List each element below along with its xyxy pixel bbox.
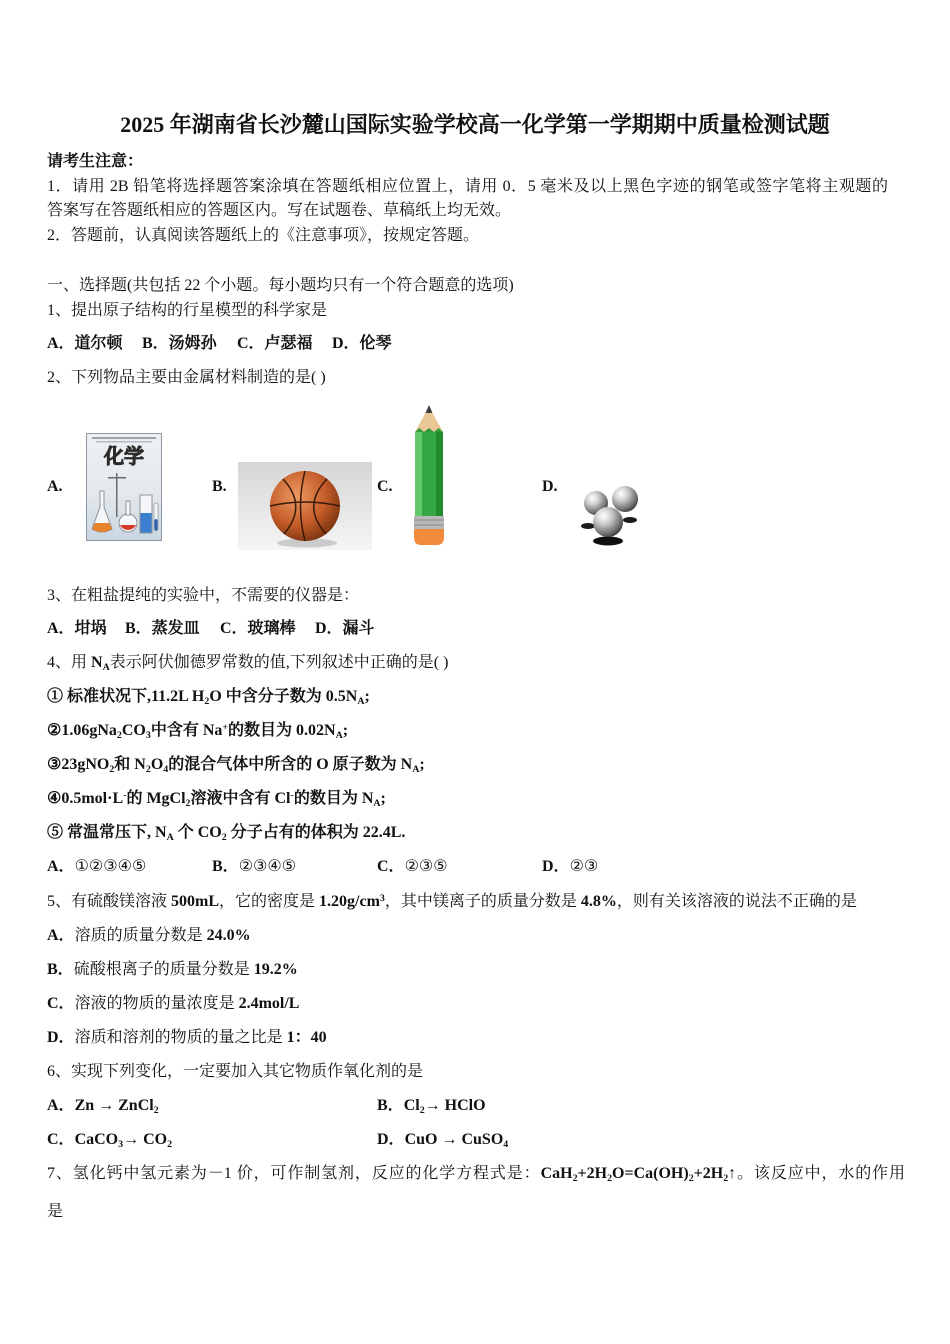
option-text: 溶质和溶剂的物质的量之比是 [74,1029,287,1046]
subscript: 3 [145,729,151,741]
subscript: A [335,729,343,741]
metal-ball [612,486,638,512]
option-value: 1：40 [286,1029,327,1046]
book-header-line [96,441,152,443]
ball-shadow [593,537,623,546]
q1-stem: 1、提出原子结构的行星模型的科学家是 [47,302,328,319]
text-run: O [150,756,164,773]
lab-stand-clamp [108,477,126,479]
q7-stem-line-1 [47,1163,905,1185]
q4-option-b [212,856,296,878]
q4-statement-1 [47,686,370,708]
subscript: 3 [118,1138,124,1150]
q2-stem: 2、下列物品主要由金属材料制造的是( ) [47,369,326,386]
option-text: ②③④⑤ [238,858,297,875]
q4-statement-3 [47,754,425,776]
text-run: ②1.06gNa [47,722,117,739]
book-header-line [92,437,156,439]
notice-heading: 请考生注意： [47,153,144,170]
text-run: ⑤ 常温常压下, N [47,824,167,841]
subscript: 2 [109,763,115,775]
subscript: 2 [572,1172,578,1184]
text-run: 5、有硫酸镁溶液 [47,893,172,910]
book-cover-title: 化学 [104,444,144,468]
metal-ball [593,507,623,537]
subscript: 2 [607,1172,613,1184]
text-run: 表示阿伏伽德罗常数的值,下列叙述中正确的是( ) [109,654,449,671]
superscript: - [290,789,294,801]
q6-option-c [47,1129,172,1151]
q4-option-d [542,856,598,878]
text-run: ; [342,722,349,739]
subscript: 2 [221,831,227,843]
text-run: 中含有 Na [150,722,223,739]
formula-run: O=Ca(OH) [612,1165,689,1182]
text-run: CO [121,722,146,739]
text-run: 1.20g/cm [319,893,380,910]
chemistry-book-icon [86,433,162,541]
option-label: A． [47,927,75,944]
subscript: 2 [688,1172,694,1184]
q2-option-c-label: C. [377,478,393,495]
option-text: ①②③④⑤ [74,858,147,875]
q2-option-d-label: D. [542,478,558,495]
option-text: 硫酸根离子的质量分数是 [73,961,254,978]
text-run: ④0.5mol·L [47,790,124,807]
text-run: 4、用 [47,654,92,671]
pencil-icon [412,404,446,546]
option-label: D． [542,858,570,875]
q3-option-a: A．坩埚 [47,620,107,637]
option-label: D． [47,1029,75,1046]
q5-option-d [47,1027,327,1049]
q3-option-c: C．玻璃棒 [220,620,296,637]
subscript: 2 [153,1104,159,1116]
subscript: 4 [503,1138,509,1150]
page-title: 2025 年湖南省长沙麓山国际实验学校高一化学第一学期期中质量检测试题 [120,112,830,137]
q1-option-b: B．汤姆孙 [142,335,217,352]
section-heading: 一、选择题(共包括 22 个小题。每小题均只有一个符合题意的选项) [47,277,514,294]
formula-run: CuO → CuSO [404,1131,504,1148]
text-run: 个 CO [173,824,222,841]
pencil-eraser [414,529,444,545]
option-label: C． [377,858,405,875]
superscript: + [222,721,229,733]
q1-option-a: A．道尔顿 [47,335,123,352]
pencil-ferrule [414,516,444,529]
option-text: 溶液的物质的量浓度是 [74,995,239,1012]
option-label: B． [377,1097,404,1114]
text-run: 和 N [114,756,146,773]
subscript: 2 [419,1104,425,1116]
basketball-icon [238,462,372,550]
subscript: 2 [145,763,151,775]
q5-option-b [47,959,298,981]
text-run: ，它的密度是 [219,893,320,910]
q5-option-c [47,993,299,1015]
text-run: N [91,654,103,671]
formula-run: CaCO [74,1131,119,1148]
text-run: 500mL [171,893,220,910]
notice-item-1-line-2: 答案写在答题纸相应的答题区内。写在试题卷、草稿纸上均无效。 [47,202,512,219]
subscript: 4 [163,763,169,775]
q3-stem: 3、在粗盐提纯的实验中，不需要的仪器是： [47,587,360,604]
notice-item-1-line-1: 1．请用 2B 铅笔将选择题答案涂填在答题纸相应位置上，请用 0．5 毫米及以上黑色字迹的钢笔或签字笔将主观题的 [47,178,888,195]
subscript: A [357,695,365,707]
flask-neck [126,501,130,515]
formula-run: Zn → ZnCl [74,1097,154,1114]
option-value: 2.4mol/L [238,995,300,1012]
blue-liquid [141,513,152,533]
superscript: - [123,789,127,801]
q4-statement-5 [47,822,405,844]
text-run: ，其中镁离子的质量分数是 [384,893,581,910]
q4-stem [47,652,448,674]
option-label: D． [377,1131,405,1148]
q6-stem: 6、实现下列变化，一定要加入其它物质作氧化剂的是 [47,1063,424,1080]
subscript: 2 [185,797,191,809]
subscript: 2 [167,1138,173,1150]
subscript: 2 [204,695,210,707]
q2-option-b-label: B. [212,478,227,495]
tube-liquid [155,519,158,531]
text-run: 的混合气体中所含的 O 原子数为 N [168,756,413,773]
q2-option-a-label: A. [47,478,63,495]
pencil-body-shade [436,432,443,518]
subscript: A [166,831,174,843]
text-run: ① 标准状况下,11.2L H [47,688,205,705]
q5-stem [47,891,857,913]
option-label: B． [212,858,239,875]
formula-run: CaH [540,1165,573,1182]
pencil-body-highlight [415,432,422,518]
notice-item-2: 2．答题前，认真阅读答题纸上的《注意事项》，按规定答题。 [47,227,480,244]
q1-option-d: D．伦琴 [332,335,392,352]
text-run: 。该反应中，水的作用 [736,1165,905,1182]
q1-option-c: C．卢瑟福 [237,335,313,352]
q3-option-d: D．漏斗 [315,620,375,637]
text-run: 的 MgCl [126,790,186,807]
subscript: A [102,661,110,673]
option-label: B． [47,961,74,978]
q3-option-b: B．蒸发皿 [125,620,200,637]
text-run: ，则有关该溶液的说法不正确的是 [616,893,857,910]
q6-option-a [47,1095,159,1117]
metal-balls-icon [572,482,642,548]
text-run: 溶液中含有 Cl [190,790,291,807]
subscript: 2 [116,729,122,741]
formula-run: → CO [123,1131,168,1148]
ball-body [270,471,340,541]
text-run: ; [364,688,370,705]
subscript: 2 [723,1172,729,1184]
q4-option-a [47,856,146,878]
text-run: 的数目为 0.02N [228,722,336,739]
text-run: 4.8% [580,893,617,910]
formula-run: +2H [577,1165,608,1182]
q4-statement-2 [47,720,348,742]
text-run: ; [419,756,425,773]
ball-shadow [581,523,595,529]
subscript: A [373,797,381,809]
option-label: A． [47,858,75,875]
text-run: ; [380,790,386,807]
ball-shadow [623,517,637,523]
pencil-lead [426,405,433,413]
option-label: C． [47,995,75,1012]
option-label: C． [47,1131,75,1148]
formula-run: ↑ [728,1165,737,1182]
option-text: 溶质的质量分数是 [74,927,207,944]
q4-option-c [377,856,448,878]
text-run: ③23gNO [47,756,110,773]
formula-run: Cl [403,1097,420,1114]
option-label: A． [47,1097,75,1114]
text-run: 7、氢化钙中氢元素为－1 价，可作制氢剂，反应的化学方程式是： [47,1165,541,1182]
text-run: 分子占有的体积为 22.4L. [226,824,406,841]
formula-run: → HClO [424,1097,486,1114]
pencil-paint-edge [415,428,443,432]
q4-statement-4 [47,788,386,810]
lab-stand-rod [116,473,118,517]
q7-stem-line-2: 是 [47,1203,64,1220]
text-run: 的数目为 N [293,790,374,807]
q6-option-b [377,1095,486,1117]
option-text: ②③ [569,858,599,875]
text-run: O 中含分子数为 0.5N [209,688,358,705]
formula-run: +2H [693,1165,724,1182]
option-value: 19.2% [253,961,298,978]
option-value: 24.0% [206,927,251,944]
option-text: ②③⑤ [404,858,448,875]
subscript: A [412,763,420,775]
q5-option-a [47,925,251,947]
q6-option-d [377,1129,508,1151]
superscript: 3 [379,892,385,904]
